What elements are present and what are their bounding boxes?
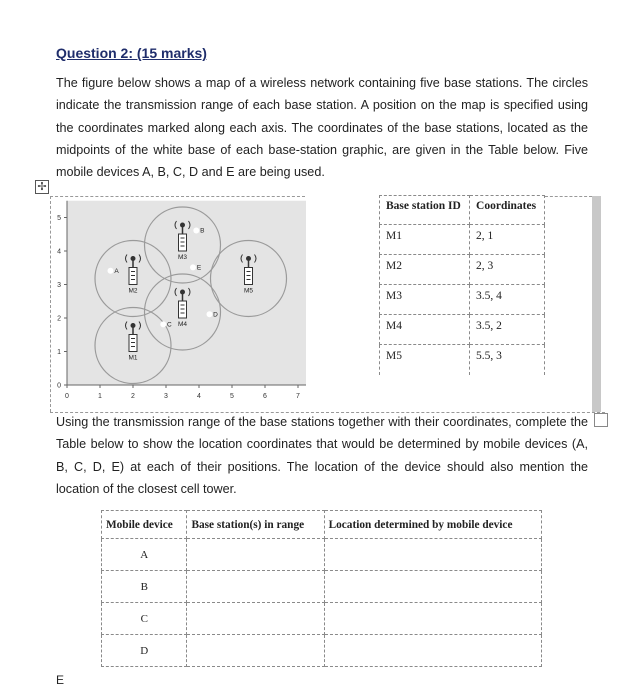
base-station-table (379, 195, 545, 375)
col-header-coords: Coordinates (470, 196, 545, 225)
station-label: M5 (243, 287, 254, 295)
cell-id: M1 (380, 225, 470, 255)
x-tick-label: 5 (230, 393, 234, 400)
x-tick-label: 3 (164, 393, 168, 400)
resize-handle[interactable] (594, 413, 608, 427)
answer-cell-location[interactable] (324, 603, 541, 635)
table-row (380, 225, 545, 255)
col-header-location: Location determined by mobile device (324, 511, 541, 539)
cell-coords: 2, 3 (470, 255, 545, 285)
col-header-id: Base station ID (380, 196, 470, 225)
answer-cell-range[interactable] (187, 603, 324, 635)
x-tick-label: 1 (98, 393, 102, 400)
antenna-tip (246, 256, 251, 261)
cell-coords: 2, 1 (470, 225, 545, 255)
y-tick-label: 5 (57, 215, 61, 222)
antenna-tip (131, 323, 136, 328)
device-marker (193, 228, 199, 234)
device-marker (108, 268, 114, 274)
map-background (67, 201, 306, 385)
answer-cell-range[interactable] (187, 539, 324, 571)
device-label: C (166, 321, 172, 329)
cell-id: M4 (380, 315, 470, 345)
answer-cell-location[interactable] (324, 539, 541, 571)
device-cell: A (102, 539, 187, 571)
cell-coords: 3.5, 4 (470, 285, 545, 315)
device-label: E (196, 264, 202, 272)
device-marker (190, 264, 196, 270)
antenna-tip (180, 290, 185, 295)
answer-cell-location[interactable] (324, 635, 541, 667)
scrollbar[interactable] (592, 196, 601, 412)
device-cell: B (102, 571, 187, 603)
col-header-in-range: Base station(s) in range (187, 511, 324, 539)
answer-cell-range[interactable] (187, 635, 324, 667)
cell-id: M2 (380, 255, 470, 285)
intro-paragraph: The figure below shows a map of a wireless network containing five base stations. The circles indicate the transmission range of each base station. A position on the map is specified using the coordinates marked along each axis. The coordinates of the base stations, located as the midpoints of the white base of each base-station graphic, are given in the Table below. Five mobile devices A, B, C, D and E are being used. (56, 76, 588, 180)
cell-coords: 3.5, 2 (470, 315, 545, 345)
x-tick-label: 4 (197, 393, 201, 400)
network-map (56, 195, 306, 410)
y-tick-label: 4 (57, 248, 61, 256)
table-row (380, 315, 545, 345)
table-row (380, 285, 545, 315)
device-cell: C (102, 603, 187, 635)
station-label: M4 (177, 321, 188, 328)
x-tick-label: 7 (296, 393, 300, 400)
antenna-tip (131, 256, 136, 261)
answer-table (101, 510, 542, 667)
cell-coords: 5.5, 3 (470, 345, 545, 375)
device-marker (160, 321, 166, 327)
device-e-label: E (56, 673, 65, 687)
col-header-device: Mobile device (102, 511, 187, 539)
x-tick-label: 6 (263, 393, 267, 400)
move-handle-icon[interactable]: ✢ (35, 180, 49, 194)
table-row (380, 345, 545, 375)
table-row (380, 255, 545, 285)
station-label: M1 (128, 354, 138, 362)
instruction-paragraph: Using the transmission range of the base stations together with their coordinates, complete the Table below to show the location coordinates that would be determined by mobile devices (A, B, C, D, E) at each of their positions. The location of the device should also mention the location of the closest cell tower. (56, 415, 588, 496)
device-cell: D (102, 635, 187, 667)
answer-cell-range[interactable] (187, 571, 324, 603)
device-label: A (114, 267, 119, 275)
table-row (102, 635, 542, 667)
x-tick-label: 0 (65, 393, 69, 400)
x-tick-label: 2 (131, 393, 135, 400)
figure-frame-left (50, 196, 51, 412)
table-row (102, 539, 542, 571)
y-tick-label: 0 (57, 382, 61, 390)
device-label: B (200, 227, 205, 235)
station-label: M2 (128, 287, 138, 295)
cell-id: M3 (380, 285, 470, 315)
table-row (102, 603, 542, 635)
device-label: D (213, 311, 218, 319)
y-tick-label: 1 (57, 349, 61, 356)
question-heading: Question 2: (15 marks) (56, 45, 207, 61)
station-label: M3 (177, 254, 188, 261)
y-tick-label: 2 (57, 315, 61, 323)
device-marker (207, 311, 213, 317)
cell-id: M5 (380, 345, 470, 375)
answer-cell-location[interactable] (324, 571, 541, 603)
y-tick-label: 3 (57, 282, 61, 289)
table-row (102, 571, 542, 603)
antenna-tip (180, 223, 185, 228)
table-frame-top (545, 196, 592, 197)
